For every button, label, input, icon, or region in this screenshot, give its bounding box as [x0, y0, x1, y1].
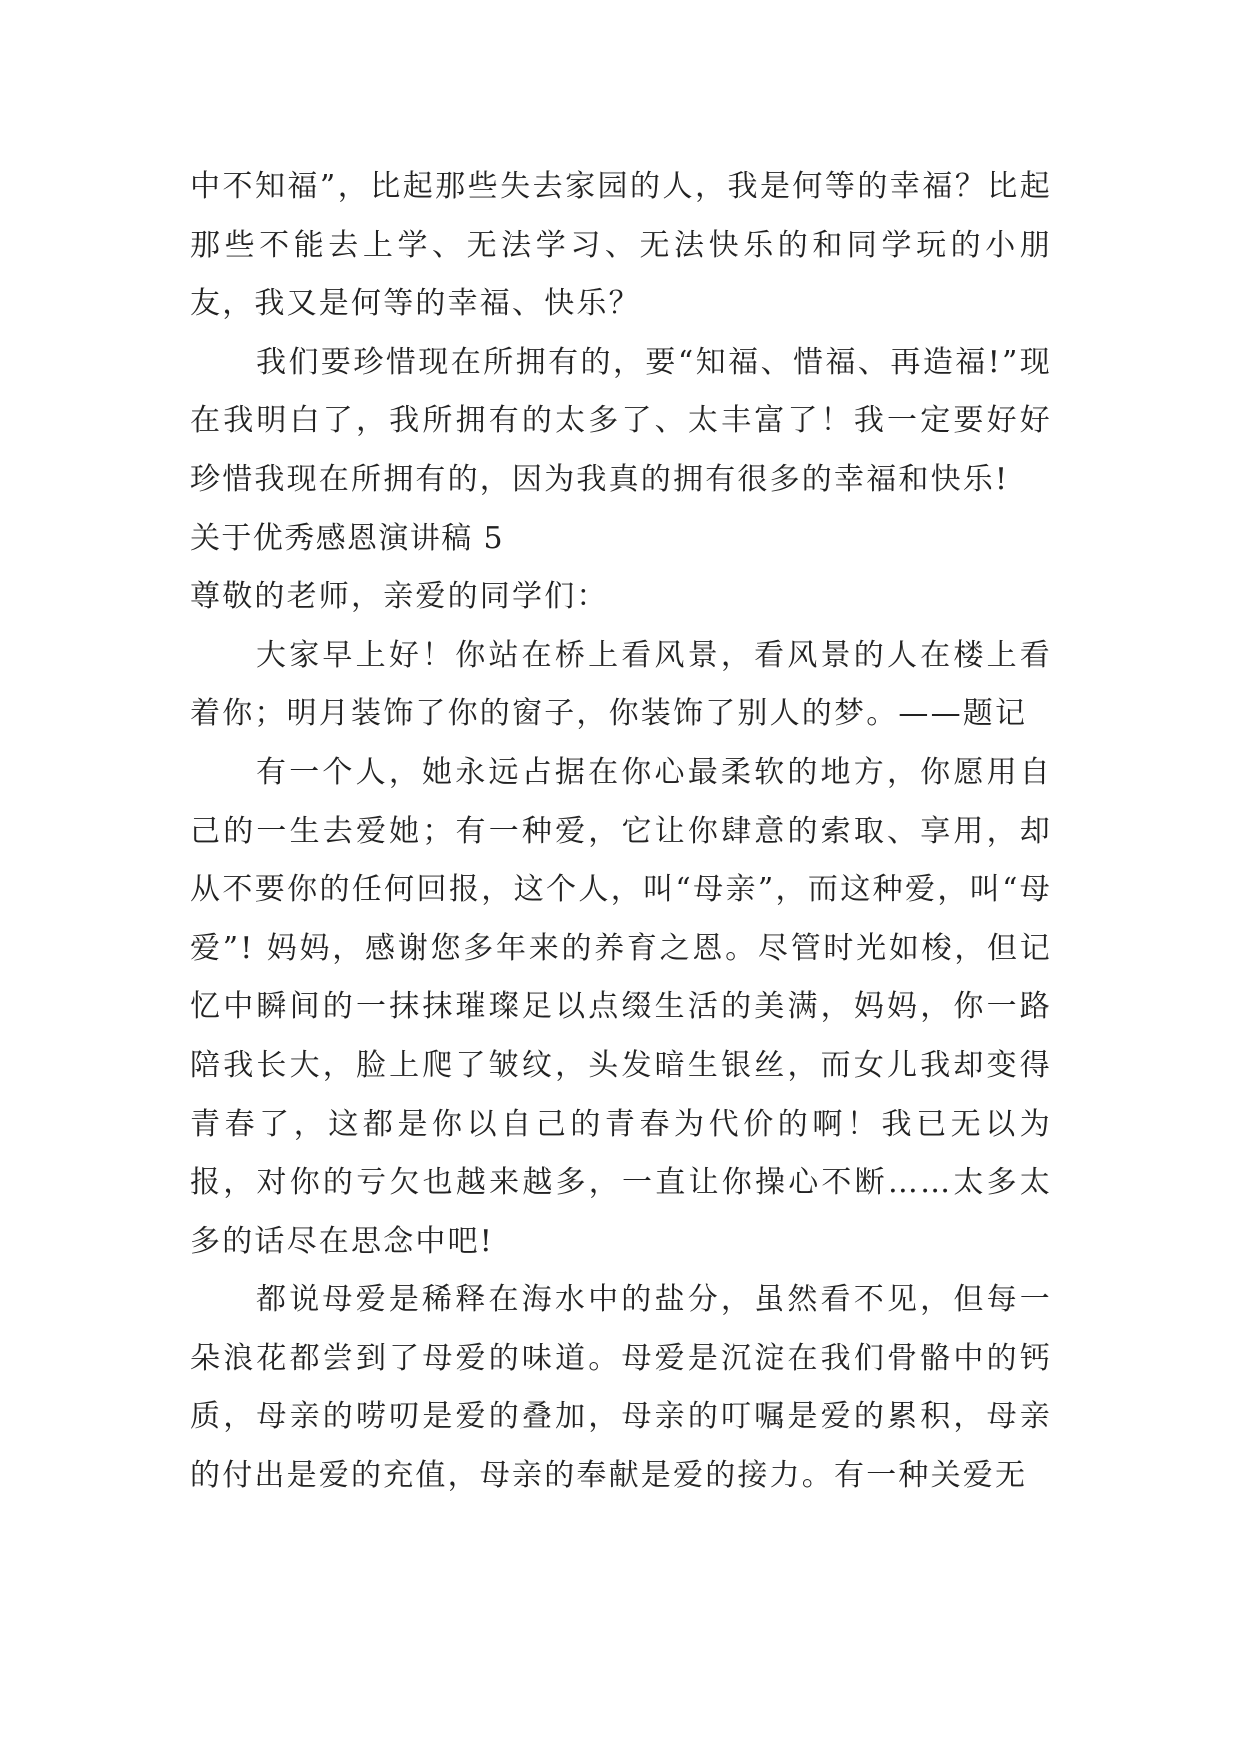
salutation: 尊敬的老师，亲爱的同学们：	[190, 579, 609, 615]
paragraph-continued: 中不知福”，比起那些失去家园的人，我是何等的幸福？比起那些不能去上学、无法学习、无法快乐的和同学玩的小朋友，我又是何等的幸福、快乐？	[190, 169, 1052, 322]
paragraph-mother: 有一个人，她永远占据在你心最柔软的地方，你愿用自己的一生去爱她；有一种爱，它让你肆意的索取、享用，却从不要你的任何回报，这个人，叫“母亲”，而这种爱，叫“母爱”! 妈妈，感谢您多年来的养育之恩。尽管时光如梭，但记忆中瞬间的一抹抹璀璨足以点缀生活的美满，妈妈，你一路陪我长大，脸上爬了皱纹，头发暗生银丝，而女儿我却变得青春了，这都是你以自己的青春为代价的啊！我已无以为报，对你的亏欠也越来越多，一直让你操心不断……太多太多的话尽在思念中吧!	[190, 754, 1052, 1259]
paragraph-mother-love: 都说母爱是稀释在海水中的盐分，虽然看不见，但每一朵浪花都尝到了母爱的味道。母爱是沉淀在我们骨骼中的钙质，母亲的唠叨是爱的叠加，母亲的叮嘱是爱的累积，母亲的付出是爱的充值，母亲的奉献是爱的接力。有一种关爱无	[190, 1282, 1052, 1494]
paragraph-cherish: 我们要珍惜现在所拥有的，要“知福、惜福、再造福!”现在我明白了，我所拥有的太多了、太丰富了！我一定要好好珍惜我现在所拥有的，因为我真的拥有很多的幸福和快乐!	[190, 344, 1052, 497]
document-body	[190, 158, 1052, 1506]
section-title: 关于优秀感恩演讲稿 5	[190, 520, 505, 556]
paragraph-epigraph: 大家早上好！你站在桥上看风景，看风景的人在楼上看着你；明月装饰了你的窗子，你装饰了别人的梦。——题记	[190, 637, 1052, 732]
